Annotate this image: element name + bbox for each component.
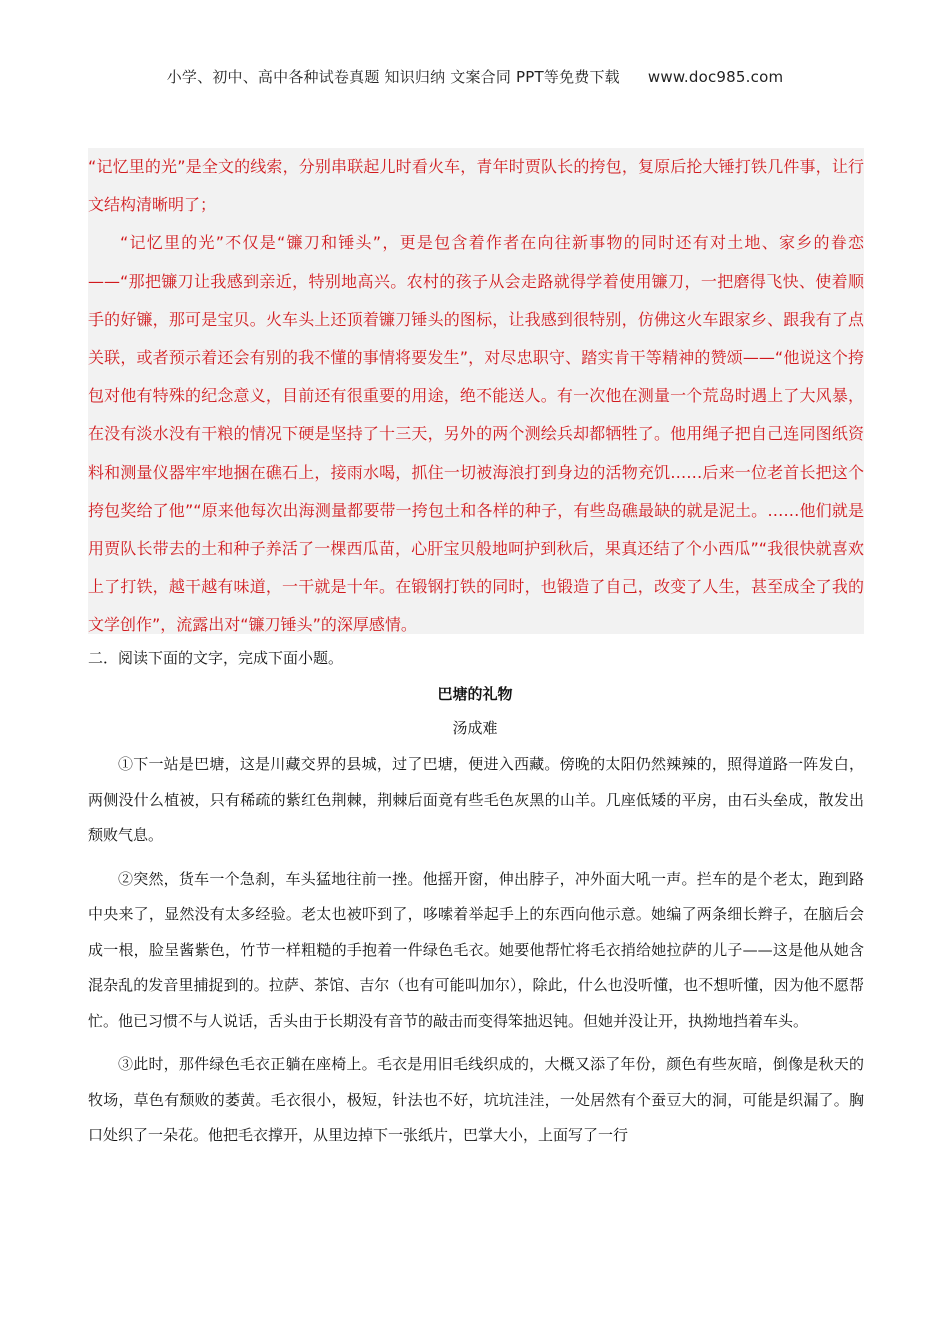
- article-author: 汤成难: [452, 719, 498, 737]
- answer-paragraph-1: “记忆里的光”是全文的线索，分别串联起儿时看火车，青年时贾队长的挎包，复原后抡大锤打铁几件事，让行文结构清晰明了；: [88, 157, 864, 215]
- header-url[interactable]: www.doc985.com: [647, 68, 784, 86]
- answer-analysis-box: [88, 148, 864, 634]
- answer-paragraph-2: “记忆里的光”不仅是“镰刀和锤头”，更是包含着作者在向往新事物的同时还有对土地、家乡的眷恋——“那把镰刀让我感到亲近，特别地高兴。农村的孩子从会走路就得学着使用镰刀，一把磨得飞快、使着顺手的好镰，那可是宝贝。火车头上还顶着镰刀锤头的图标，让我感到很特别，仿佛这火车跟家乡、跟我有了点关联，或者预示着还会有别的我不懂的事情将要发生”，对尽忠职守、踏实肯干等精神的赞颂——“他说这个挎包对他有特殊的纪念意义，目前还有很重要的用途，绝不能送人。有一次他在测量一个荒岛时遇上了大风暴，在没有淡水没有干粮的情况下硬是坚持了十三天，另外的两个测绘兵却都牺牲了。他用绳子把自己连同图纸资料和测量仪器牢牢地捆在礁石上，接雨水喝，抓住一切被海浪打到身边的活物充饥……后来一位老首长把这个挎包奖给了他”“原来他每次出海测量都要带一挎包土和各样的种子，有些岛礁最缺的就是泥土。……他们就是用贾队长带去的土和种子养活了一棵西瓜苗，心肝宝贝般地呵护到秋后，果真还结了个小西瓜”“我很快就喜欢上了打铁，越干越有味道，一干就是十年。在锻钢打铁的同时，也锻造了自己，改变了人生，甚至成全了我的文学创作”，流露出对“镰刀锤头”的深厚感情。: [88, 233, 864, 635]
- article-paragraph-3: ③此时，那件绿色毛衣正躺在座椅上。毛衣是用旧毛线织成的，大概又添了年份，颜色有些灰暗，倒像是秋天的牧场，草色有颓败的萎黄。毛衣很小，极短，针法也不好，坑坑洼洼，一处居然有个蚕豆大的洞，可能是织漏了。胸口处织了一朵花。他把毛衣撑开，从里边掉下一张纸片，巴掌大小，上面写了一行: [88, 1055, 864, 1144]
- article-paragraph-1: ①下一站是巴塘，这是川藏交界的县城，过了巴塘，便进入西藏。傍晚的太阳仍然辣辣的，照得道路一阵发白，两侧没什么植被，只有稀疏的紫红色荆棘，荆棘后面竟有些毛色灰黑的山羊。几座低矮的平房，由石头垒成，散发出颓败气息。: [88, 755, 864, 844]
- article-title: 巴塘的礼物: [437, 685, 513, 703]
- header-tagline: 小学、初中、高中各种试卷真题 知识归纳 文案合同 PPT等免费下载: [166, 68, 620, 86]
- page-header: [0, 66, 950, 87]
- article-body: [88, 747, 864, 1162]
- section-heading: 二．阅读下面的文字，完成下面小题。: [88, 649, 344, 667]
- article-paragraph-2: ②突然，货车一个急刹，车头猛地往前一挫。他摇开窗，伸出脖子，冲外面大吼一声。拦车的是个老太，跑到路中央来了，显然没有太多经验。老太也被吓到了，哆嗦着举起手上的东西向他示意。她编了两条细长辫子，在脑后会成一根，脸呈酱紫色，竹节一样粗糙的手抱着一件绿色毛衣。她要他帮忙将毛衣捎给她拉萨的儿子——这是他从她含混杂乱的发音里捕捉到的。拉萨、茶馆、吉尔（也有可能叫加尔），除此，什么也没听懂，也不想听懂，因为他不愿帮忙。他已习惯不与人说话，舌头由于长期没有音节的敲击而变得笨拙迟钝。但她并没让开，执拗地挡着车头。: [88, 869, 864, 1030]
